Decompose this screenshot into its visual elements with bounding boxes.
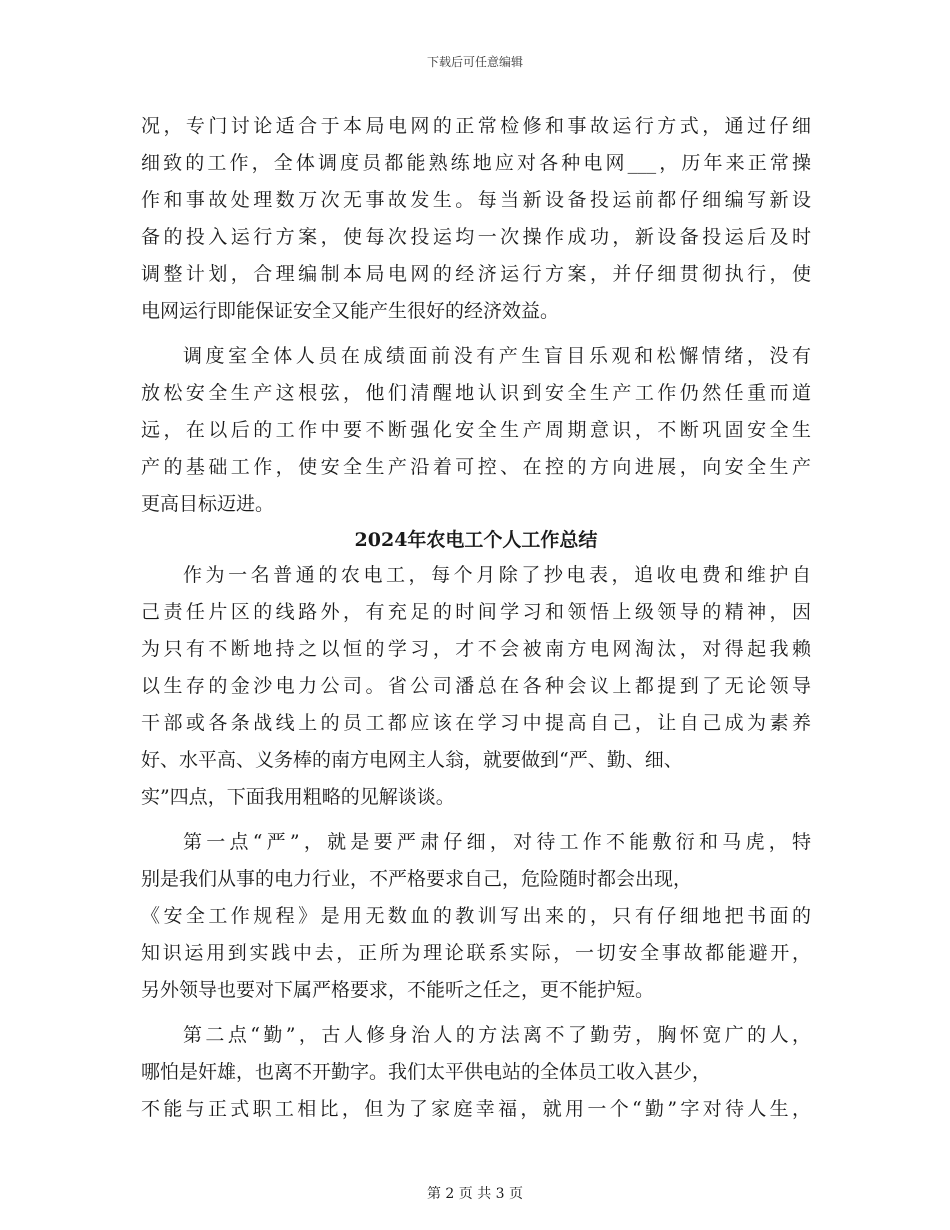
text-line: 以生存的金沙电力公司。省公司潘总在各种会议上都提到了无论领导 xyxy=(141,675,811,697)
page-footer: 第 2 页 共 3 页 xyxy=(426,1186,524,1202)
text-line: 干部或各条战线上的员工都应该在学习中提高自己，让自己成为素养 xyxy=(141,712,811,734)
paragraph xyxy=(141,824,811,1009)
text-line: 作和事故处理数万次无事故发生。每当新设备投运前都仔细编写新设 xyxy=(141,189,811,211)
paragraph xyxy=(141,1017,811,1128)
text-line: 细致的工作，全体调度员都能熟练地应对各种电网___，历年来正常操 xyxy=(141,152,811,174)
text-line: 调整计划，合理编制本局电网的经济运行方案，并仔细贯彻执行，使 xyxy=(141,263,811,285)
text-line: 《安全工作规程》是用无数血的教训写出来的，只有仔细地把书面的 xyxy=(141,905,811,927)
paragraph xyxy=(141,557,811,816)
paragraph xyxy=(141,338,811,523)
text-line: 实”四点，下面我用粗略的见解谈谈。 xyxy=(141,786,455,808)
text-line: 电网运行即能保证安全又能产生很好的经济效益。 xyxy=(141,300,560,322)
text-line: 放松安全生产这根弦，他们清醒地认识到安全生产工作仍然任重而道 xyxy=(141,382,811,404)
text-line: 第一点“严”，就是要严肃仔细，对待工作不能敷衍和马虎，特 xyxy=(183,831,811,853)
text-line: 别是我们从事的电力行业，不严格要求自己，危险随时都会出现， xyxy=(141,868,693,890)
page-header: 下载后可任意编辑 xyxy=(426,55,523,69)
text-line: 况，专门讨论适合于本局电网的正常检修和事故运行方式，通过仔细 xyxy=(141,115,811,137)
text-line: 知识运用到实践中去，正所为理论联系实际，一切安全事故都能避开， xyxy=(141,942,811,964)
text-line: 不能与正式职工相比，但为了家庭幸福，就用一个“勤”字对待人生， xyxy=(141,1098,811,1120)
text-line: 第二点“勤”，古人修身治人的方法离不了勤劳，胸怀宽广的人， xyxy=(183,1024,811,1046)
text-line: 哪怕是奸雄，也离不开勤字。我们太平供电站的全体员工收入甚少， xyxy=(141,1061,712,1083)
text-line: 好、水平高、义务棒的南方电网主人翁，就要做到“严、勤、细、 xyxy=(141,749,683,771)
document-body xyxy=(141,108,811,1128)
text-line: 远，在以后的工作中要不断强化安全生产周期意识，不断巩固安全生 xyxy=(141,419,811,441)
text-line: 另外领导也要对下属严格要求，不能听之任之，更不能护短。 xyxy=(141,979,655,1001)
text-line: 己责任片区的线路外，有充足的时间学习和领悟上级领导的精神，因 xyxy=(141,601,811,623)
text-line: 作为一名普通的农电工，每个月除了抄电表，追收电费和维护自 xyxy=(183,564,811,586)
text-line: 为只有不断地持之以恒的学习，才不会被南方电网淘汰，对得起我赖 xyxy=(141,638,811,660)
text-line: 备的投入运行方案，使每次投运均一次操作成功，新设备投运后及时 xyxy=(141,226,811,248)
text-line: 调度室全体人员在成绩面前没有产生盲目乐观和松懈情绪，没有 xyxy=(183,345,811,367)
section-title: 2024年农电工个人工作总结 xyxy=(354,529,598,551)
text-line: 更高目标迈进。 xyxy=(141,493,275,515)
text-line: 产的基础工作，使安全生产沿着可控、在控的方向进展，向安全生产 xyxy=(141,456,811,478)
paragraph xyxy=(141,108,811,330)
